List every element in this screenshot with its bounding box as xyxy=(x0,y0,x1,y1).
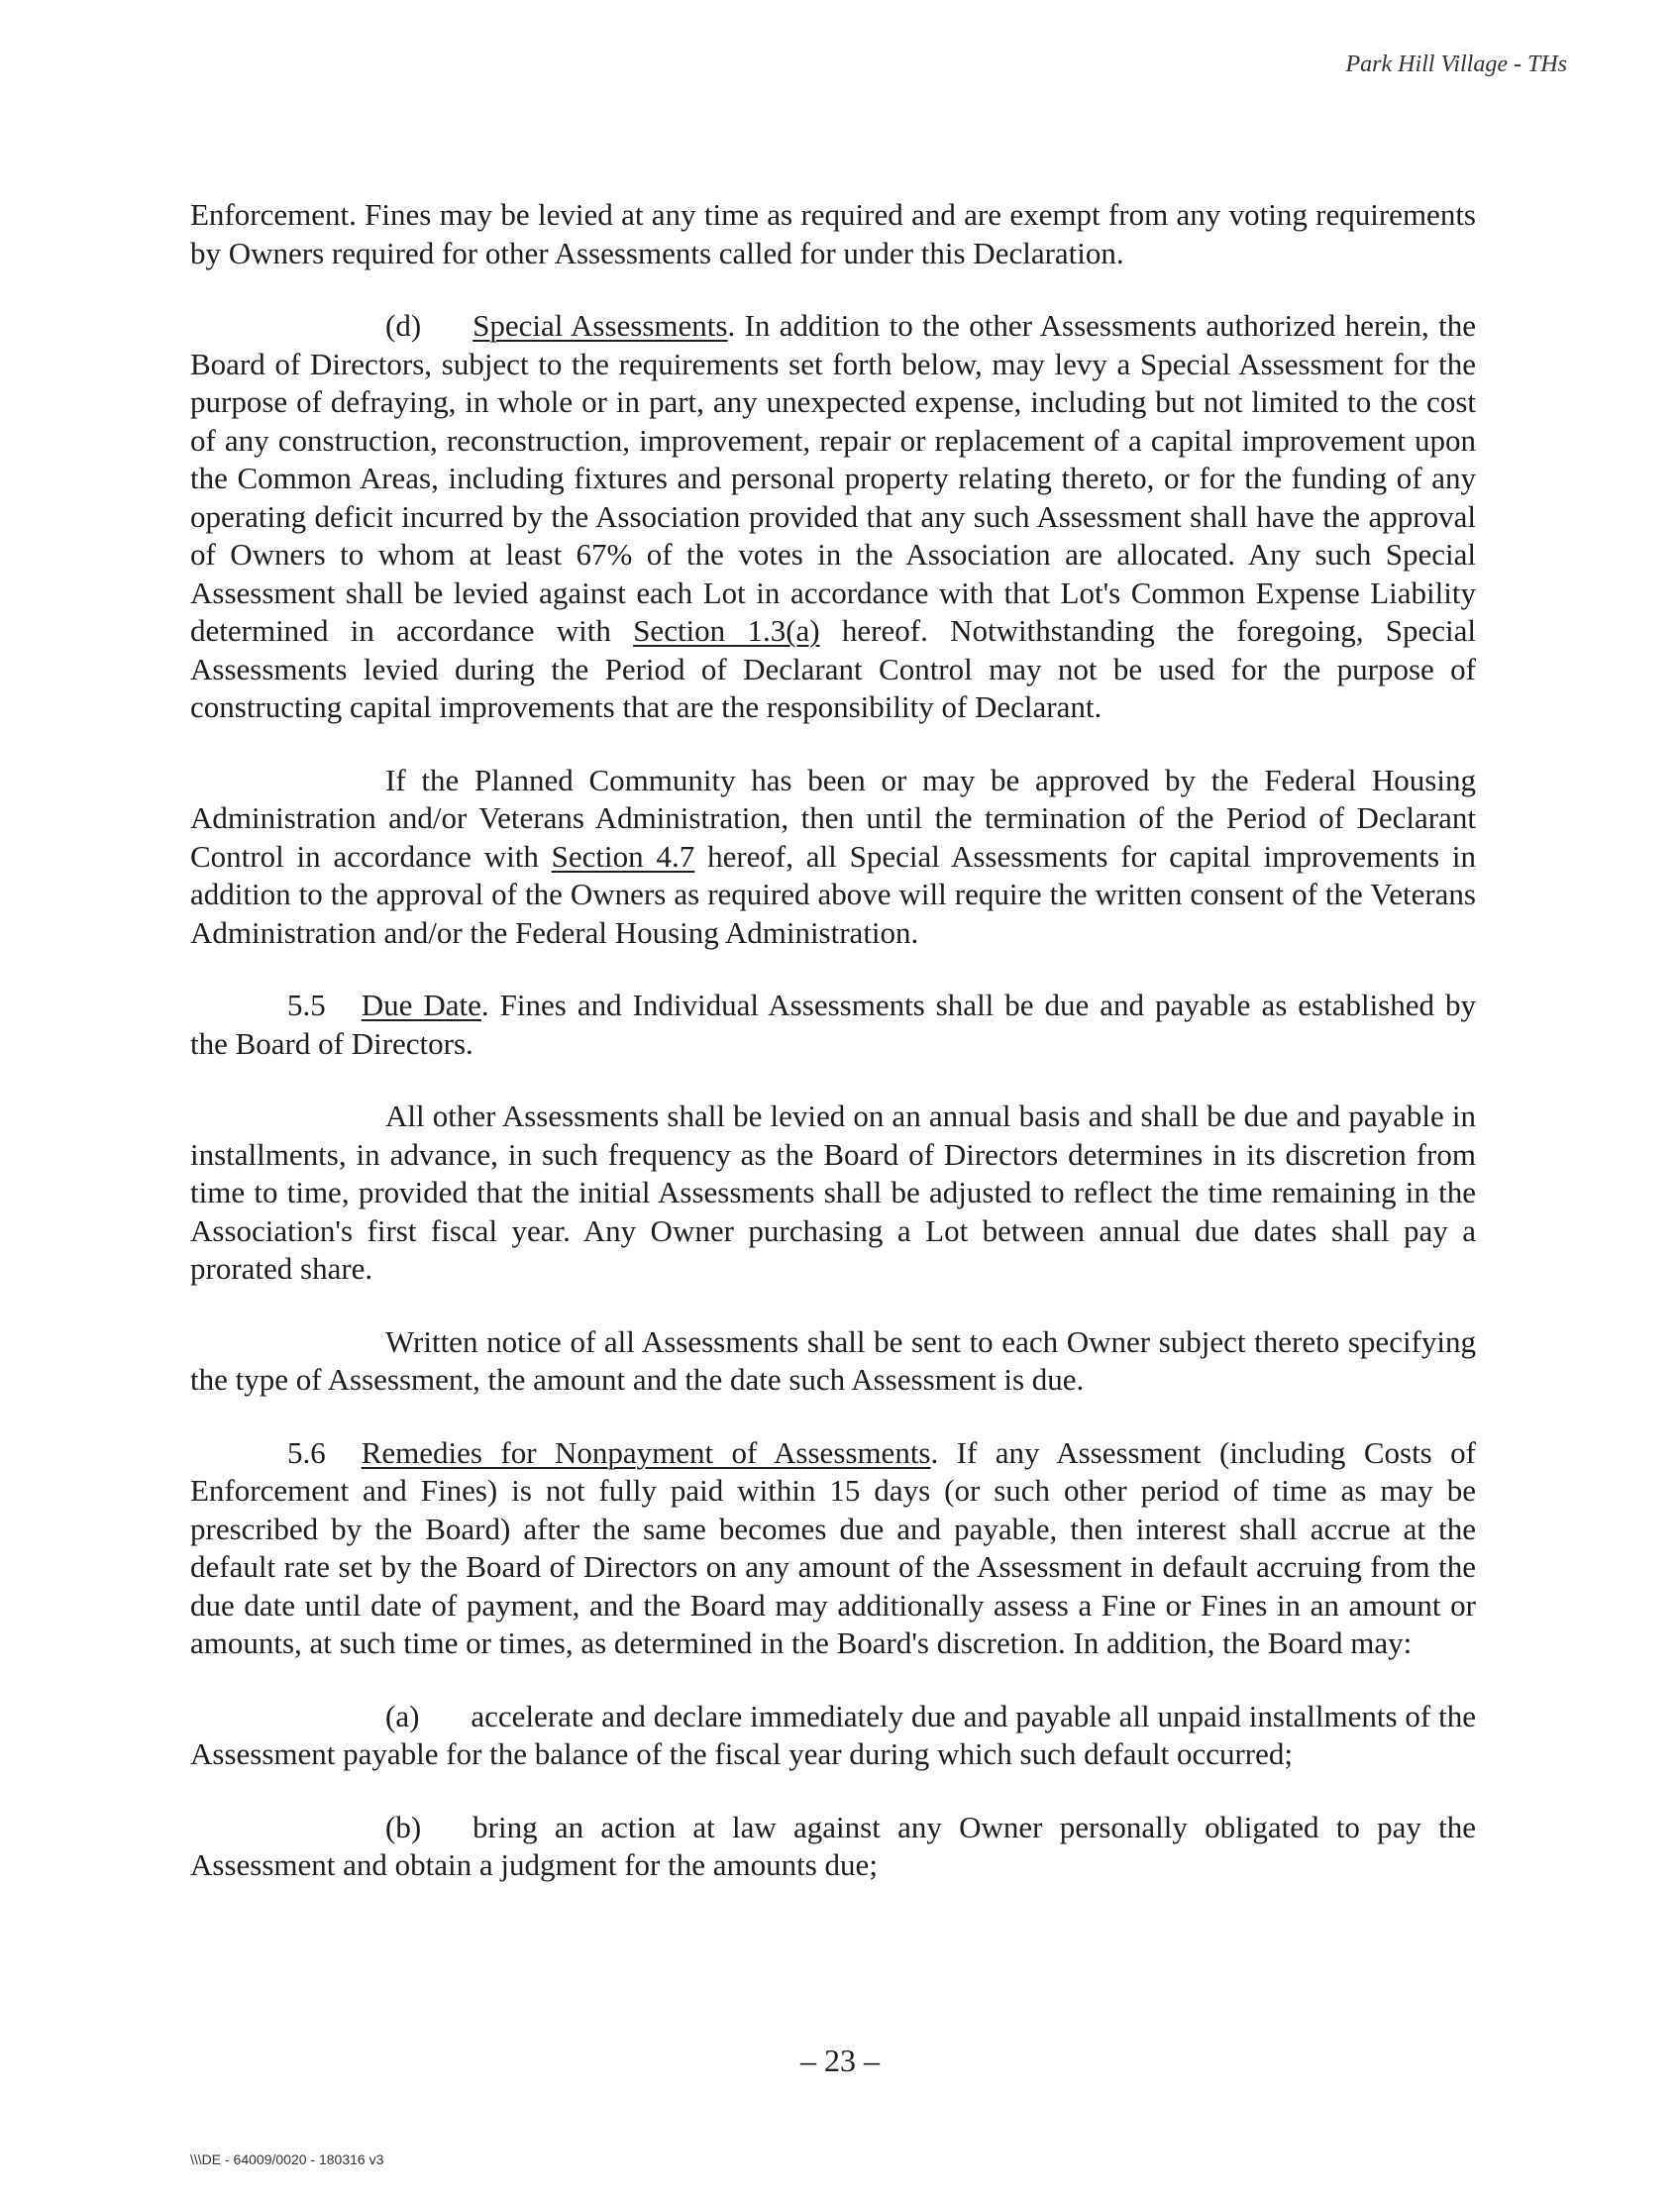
section-heading-due-date: Due Date xyxy=(361,988,481,1022)
page-number: – 23 – xyxy=(800,2043,880,2078)
paragraph-text: . Fines and Individual Assessments shall be due and payable as established by the Board of Directors. xyxy=(190,988,1476,1061)
paragraph-remedies xyxy=(190,1434,1476,1663)
section-heading-special-assessments: Special Assessments xyxy=(472,308,728,343)
subsection-label: (a) xyxy=(385,1698,420,1733)
paragraph-special-assessments xyxy=(190,307,1476,727)
paragraph-text: If the Planned Community has been or may be approved by the Federal Housing Administration and/or Veterans Administration, then until the termination of the Period of Declarant Control in accordance with xyxy=(190,762,1476,874)
section-number: 5.6 xyxy=(287,1434,326,1470)
paragraph-written-notice: Written notice of all Assessments shall be sent to each Owner subject thereto specifying the type of Assessment, the amount and the date such Assessment is due. xyxy=(190,1323,1476,1397)
paragraph-fha-va xyxy=(190,762,1476,953)
list-item-a xyxy=(190,1698,1476,1774)
paragraph-text: hereof, all Special Assessments for capital improvements in addition to the approval of the Owners as required above will require the written consent of the Veterans Administration and/or the Federal Housing Administration. xyxy=(190,838,1476,950)
document-body xyxy=(190,196,1476,1920)
paragraph-annual-basis: All other Assessments shall be levied on an annual basis and shall be due and payable in installments, in advance, in such frequency as the Board of Directors determines in its discretion from time to time, provided that the initial Assessments shall be adjusted to reflect the time remaining in the Association's first fiscal year. Any Owner purchasing a Lot between annual due dates shall pay a prorated share. xyxy=(190,1099,1476,1286)
section-reference-1-3a: Section 1.3(a) xyxy=(633,613,820,648)
section-heading-remedies: Remedies for Nonpayment of Assessments xyxy=(361,1434,931,1470)
paragraph-text: bring an action at law against any Owner personally obligated to pay the Assessment and obtain a judgment for the amounts due; xyxy=(190,1809,1476,1882)
list-item-b xyxy=(190,1809,1476,1885)
document-id: \\\DE - 64009/0020 - 180316 v3 xyxy=(190,2151,384,2167)
paragraph-text: . If any Assessment (including Costs of Enforcement and Fines) is not fully paid within 15 days (or such other period of time as may be prescribed by the Board) after the same becomes due and payable, then interest shall accrue at the default rate set by the Board of Directors on any amount of the Assessment in default accruing from the due date until date of payment, and the Board may additionally assess a Fine or Fines in an amount or amounts, at such time or times, as determined in the Board's discretion. In addition, the Board may: xyxy=(190,1434,1476,1660)
running-header: Park Hill Village - THs xyxy=(1345,52,1567,77)
paragraph-text: accelerate and declare immediately due and payable all unpaid installments of the Assessment payable for the balance of the fiscal year during which such default occurred; xyxy=(190,1698,1476,1771)
subsection-label: (b) xyxy=(385,1809,422,1844)
section-number: 5.5 xyxy=(287,988,326,1022)
paragraph-text: hereof. Notwithstanding the foregoing, Special Assessments levied during the Period of Declarant Control may not be used for the purpose of constructing capital improvements that are the responsibility of Declarant. xyxy=(190,613,1477,724)
paragraph-text: . In addition to the other Assessments authorized herein, the Board of Directors, subject to the requirements set forth below, may levy a Special Assessment for the purpose of defraying, in whole or in part, any unexpected expense, including but not limited to the cost of any construction, reconstruction, improvement, repair or replacement of a capital improvement upon the Common Areas, including fixtures and personal property relating thereto, or for the funding of any operating deficit incurred by the Association provided that any such Assessment shall have the approval of Owners to whom at least 67% of the votes in the Association are allocated. Any such Special Assessment shall be levied against each Lot in accordance with that Lot's Common Expense Liability determined in accordance with xyxy=(190,308,1476,648)
paragraph-enforcement: Enforcement. Fines may be levied at any time as required and are exempt from any voting requirements by Owners required for other Assessments called for under this Declaration. xyxy=(190,197,1476,270)
section-reference-4-7: Section 4.7 xyxy=(551,838,695,874)
paragraph-due-date xyxy=(190,987,1476,1063)
subsection-label: (d) xyxy=(385,308,422,343)
